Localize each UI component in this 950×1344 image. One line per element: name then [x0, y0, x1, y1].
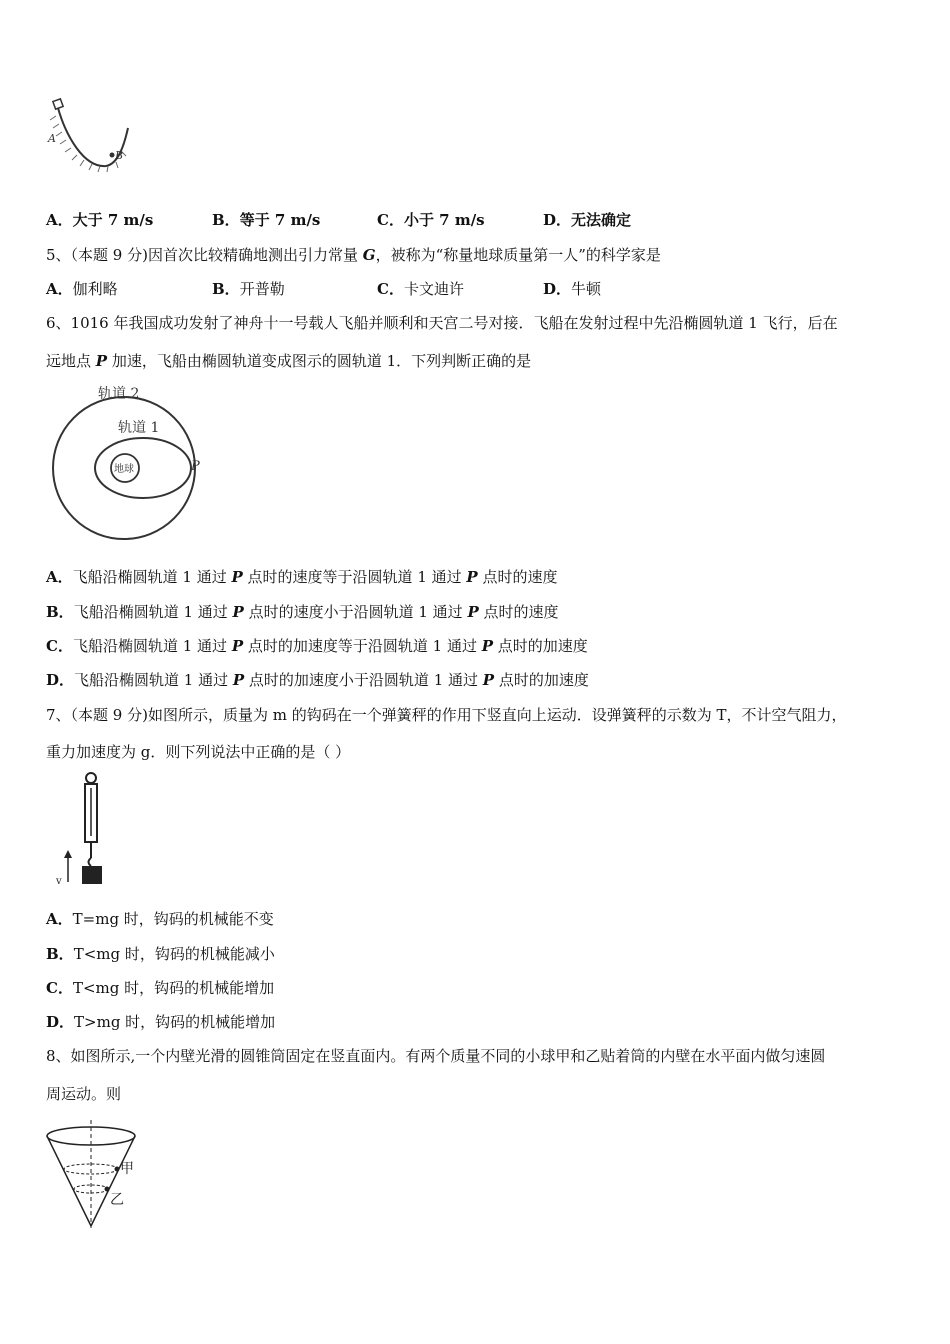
q7-stem-line2: 重力加速度为 g．则下列说法中正确的是（ ）: [46, 743, 351, 761]
q4-option-b: B．等于 7 m/s: [212, 211, 321, 229]
cone-figure: [44, 1118, 144, 1230]
q5-option-a: A．伽利略: [46, 280, 118, 298]
q7-option-b: B．T<mg 时，钩码的机械能减小: [46, 945, 275, 963]
q4-option-a: A．大于 7 m/s: [46, 211, 154, 229]
q4-option-d: D．无法确定: [543, 211, 632, 229]
label-b: B: [115, 149, 124, 162]
q6-option-d: D．飞船沿椭圆轨道 1 通过 P 点时的加速度小于沿圆轨道 1 通过 P 点时的加速度: [46, 671, 589, 689]
ball-yi-label: 乙: [110, 1192, 124, 1208]
label-a: A: [48, 132, 56, 145]
v-label: v: [56, 876, 62, 887]
q5-option-b: B．开普勒: [212, 280, 285, 298]
q8-stem-line1: 8、如图所示,一个内壁光滑的圆锥筒固定在竖直面内。有两个质量不同的小球甲和乙贴着筒的内壁在水平面内做匀速圆: [46, 1047, 826, 1065]
q6-option-a: A．飞船沿椭圆轨道 1 通过 P 点时的速度等于沿圆轨道 1 通过 P 点时的速度: [46, 568, 558, 586]
orbit1-label: 轨道 1: [118, 420, 160, 436]
q7-option-d: D．T>mg 时，钩码的机械能增加: [46, 1013, 276, 1031]
q7-option-c: C．T<mg 时，钩码的机械能增加: [46, 979, 275, 997]
q5-option-d: D．牛顿: [543, 280, 602, 298]
q7-stem-line1: 7、（本题 9 分)如图所示，质量为 m 的钩码在一个弹簧秤的作用下竖直向上运动．设弹簧秤的示数为 T，不计空气阻力，: [46, 706, 847, 724]
q8-stem-line2: 周运动。则: [46, 1085, 122, 1103]
q7-option-a: A．T=mg 时，钩码的机械能不变: [46, 910, 274, 928]
q6-stem-line2: 远地点 P 加速，飞船由椭圆轨道变成图示的圆轨道 1．下列判断正确的是: [46, 352, 532, 370]
q6-stem-line1: 6、1016 年我国成功发射了神舟十一号载人飞船并顺利和天宫二号对接．飞船在发射过程中先沿椭圆轨道 1 飞行，后在: [46, 314, 838, 332]
point-p-label: P: [191, 459, 200, 474]
earth-label: 地球: [114, 464, 134, 475]
q6-option-b: B．飞船沿椭圆轨道 1 通过 P 点时的速度小于沿圆轨道 1 通过 P 点时的速度: [46, 603, 559, 621]
orbit2-label: 轨道 2: [98, 386, 140, 402]
q4-option-c: C．小于 7 m/s: [377, 211, 485, 229]
track-figure: [44, 96, 134, 176]
ball-jia-label: 甲: [120, 1161, 134, 1177]
q6-option-c: C．飞船沿椭圆轨道 1 通过 P 点时的加速度等于沿圆轨道 1 通过 P 点时的加速度: [46, 637, 588, 655]
spring-scale-figure: [50, 770, 120, 892]
orbit-figure: [48, 380, 218, 540]
q5-option-c: C．卡文迪许: [377, 280, 464, 298]
q5-stem: 5、（本题 9 分)因首次比较精确地测出引力常量 G，被称为“称量地球质量第一人”的科学家是: [46, 246, 661, 264]
